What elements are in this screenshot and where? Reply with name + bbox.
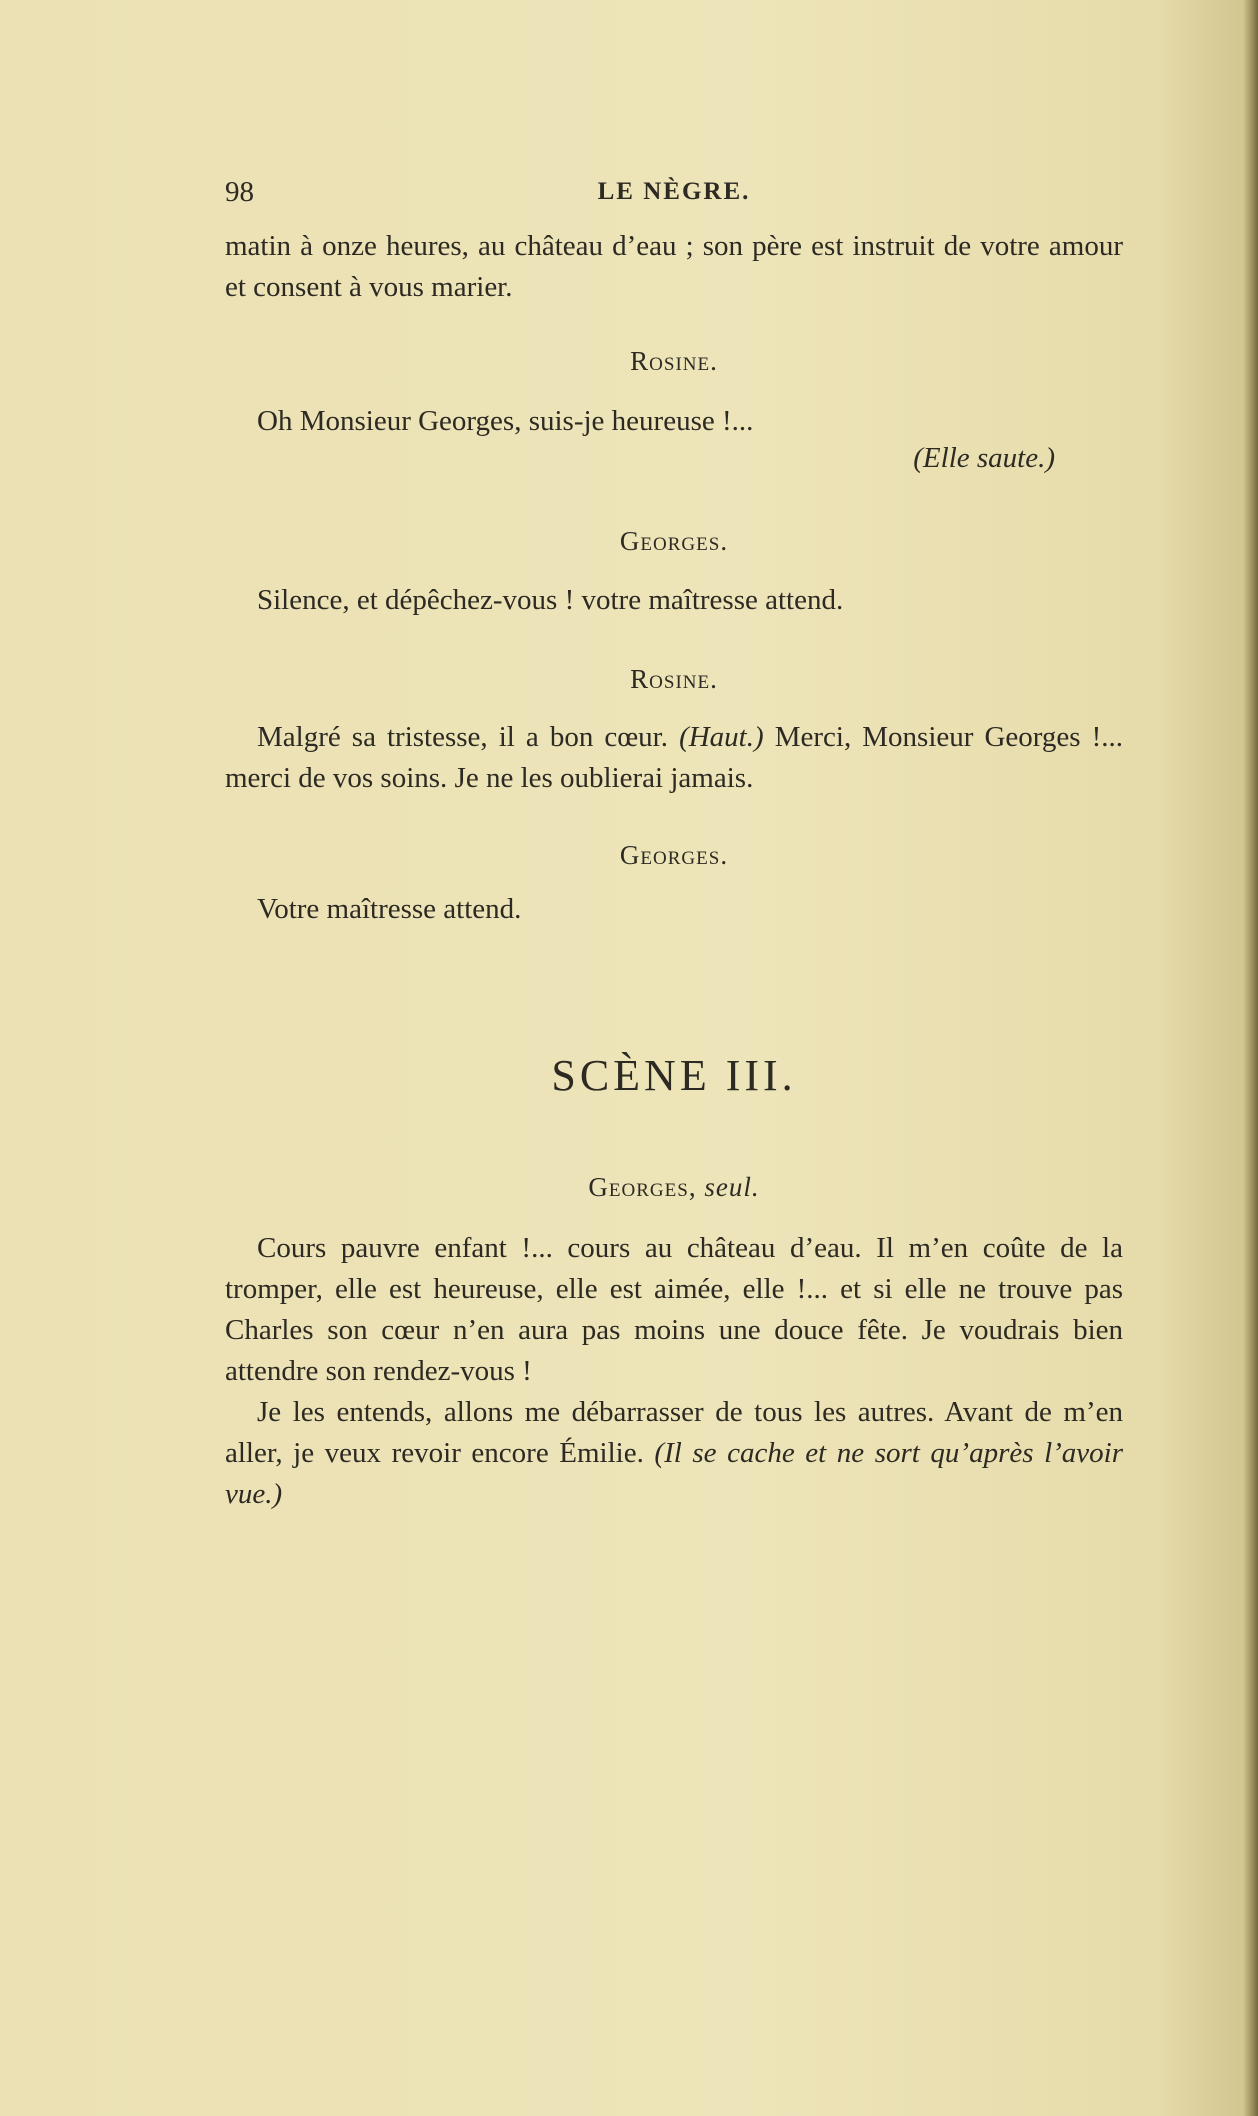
- speaker-name: Georges.: [619, 840, 729, 870]
- dialogue-text: Malgré sa tristesse, il a bon cœur.: [257, 721, 668, 753]
- scene-speaker-block: [225, 1172, 1123, 1203]
- speaker-name: [225, 1172, 1123, 1203]
- speaker-name: Georges.: [619, 526, 729, 556]
- scene-title: SCÈNE III.: [551, 1051, 797, 1100]
- exchange-rosine-2: [225, 664, 1123, 695]
- scene-paragraph-1-block: [225, 1228, 1123, 1392]
- exchange-rosine-2-line: [225, 717, 1123, 799]
- speaker-label: Georges,: [588, 1172, 697, 1202]
- scene-paragraph-2: [225, 1392, 1123, 1515]
- exchange-georges-2-line: [225, 889, 1123, 930]
- stage-direction: (Haut.): [679, 721, 764, 753]
- top-paragraph-block: [225, 226, 1123, 308]
- scene-paragraph-2-block: [225, 1392, 1123, 1515]
- dialogue-line: Silence, et dépêchez-vous ! votre maîtresse attend.: [257, 584, 844, 616]
- dialogue-line: Votre maîtresse attend.: [257, 893, 522, 925]
- page-edge-shadow: [1242, 0, 1258, 2116]
- speaker-name: Rosine.: [630, 346, 718, 376]
- paragraph-text: Je les entends, allons me débarrasser de tous les autres. Avant de m’en aller, je veux revoir encore Émilie.: [225, 1396, 1123, 1469]
- speaker-note: seul.: [704, 1172, 760, 1202]
- exchange-georges-2: [225, 840, 1123, 871]
- running-title: LE NÈGRE.: [597, 178, 751, 205]
- dialogue-line: [225, 717, 1123, 799]
- running-header: [225, 176, 1123, 216]
- dialogue-text: Merci, Monsieur Georges !... merci de vos soins. Je ne les oublierai jamais.: [225, 721, 1124, 794]
- speaker-name: Rosine.: [630, 664, 718, 694]
- exchange-georges-1-line: [225, 580, 1123, 621]
- stage-direction: (Il se cache et ne sort qu’après l’avoir vue.): [225, 1437, 1124, 1510]
- dialogue-line: Oh Monsieur Georges, suis-je heureuse !...: [257, 405, 754, 437]
- stage-direction: (Elle saute.): [913, 442, 1055, 474]
- exchange-rosine-1: [225, 346, 1123, 377]
- exchange-rosine-1-line: [225, 401, 1123, 475]
- page-number: 98: [225, 176, 254, 208]
- exchange-georges-1: [225, 526, 1123, 557]
- scene-paragraph-1: Cours pauvre enfant !... cours au château d’eau. Il m’en coûte de la tromper, elle est heureuse, elle est aimée, elle !... et si elle ne trouve pas Charles son cœur n’en aura pas moins une douce fête. Je voudrais bien attendre son rendez-vous !: [225, 1232, 1123, 1387]
- top-paragraph: matin à onze heures, au château d’eau ; son père est instruit de votre amour et consent à vous marier.: [225, 230, 1123, 303]
